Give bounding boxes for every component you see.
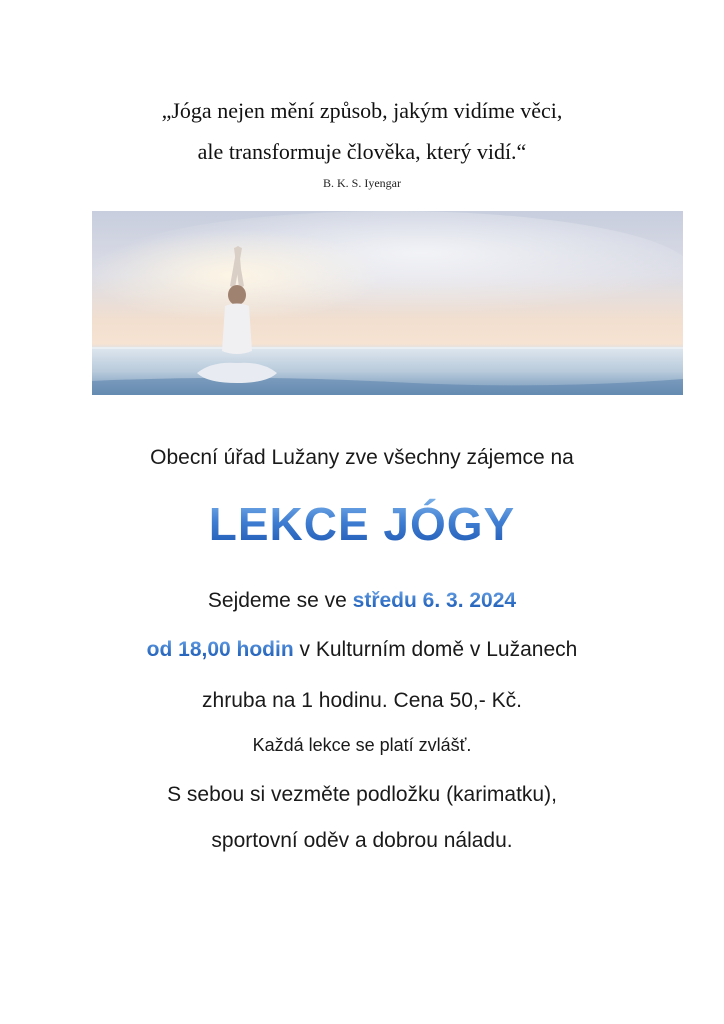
date-highlight: středu 6. 3. 2024 — [352, 589, 517, 612]
page-title: LEKCE JÓGY — [0, 497, 724, 551]
payment-note: Každá lekce se platí zvlášť. — [252, 735, 472, 755]
date-line — [0, 589, 724, 613]
quote-line-2: ale transformuje člověka, který vidí.“ — [197, 139, 527, 164]
yoga-photo — [92, 211, 683, 395]
quote-line-1: „Jóga nejen mění způsob, jakým vidíme věci, — [161, 98, 563, 123]
bring-line-1: S sebou si vezměte podložku (karimatku), — [167, 783, 557, 806]
date-prefix: Sejdeme se ve — [207, 589, 353, 612]
time-place-line — [0, 638, 724, 662]
duration-price-line: zhruba na 1 hodinu. Cena 50,- Kč. — [202, 689, 522, 712]
quote-author: B. K. S. Iyengar — [323, 176, 401, 190]
place-text: v Kulturním domě v Lužanech — [293, 638, 578, 661]
time-highlight: od 18,00 hodin — [146, 638, 294, 661]
bring-line-2: sportovní oděv a dobrou náladu. — [211, 829, 513, 852]
intro-text: Obecní úřad Lužany zve všechny zájemce na — [150, 446, 574, 469]
